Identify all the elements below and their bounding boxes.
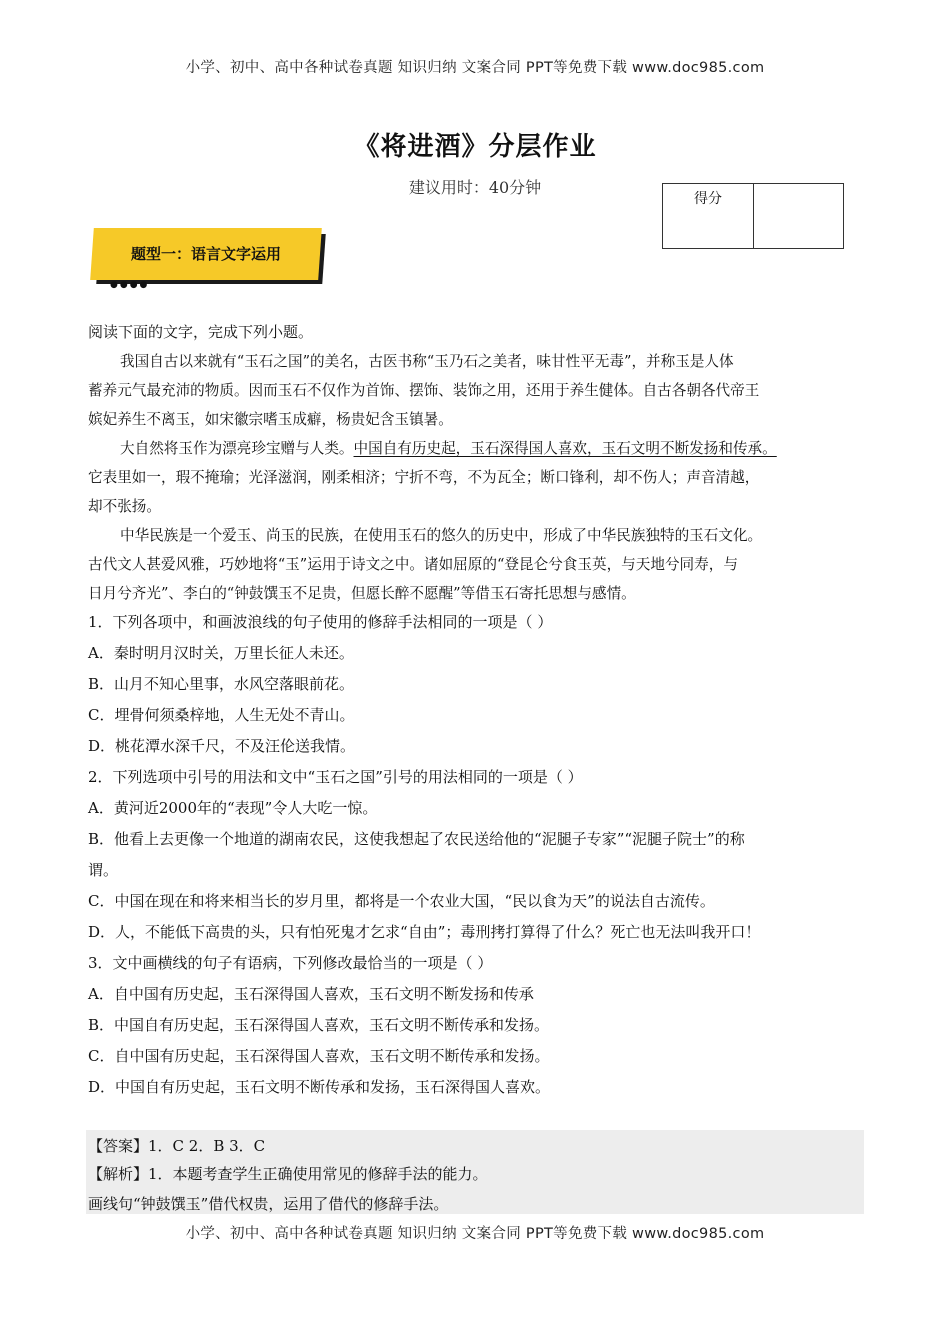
instruction: 阅读下面的文字，完成下列小题。 bbox=[88, 323, 314, 341]
suggested-time: 建议用时：40分钟 bbox=[408, 178, 542, 197]
question-stem: 3．文中画横线的句子有语病，下列修改最恰当的一项是（ ） bbox=[88, 954, 493, 972]
question-stem: 2．下列选项中引号的用法和文中“玉石之国”引号的用法相同的一项是（ ） bbox=[88, 768, 583, 786]
analysis-line: 画线句“钟鼓馔玉”借代权贵，运用了借代的修辞手法。 bbox=[88, 1195, 449, 1213]
question-option: B．山月不知心里事，水风空落眼前花。 bbox=[88, 675, 355, 693]
question-option: A．黄河近2000年的“表现”令人大吃一惊。 bbox=[88, 799, 378, 817]
passage-line: 中华民族是一个爱玉、尚玉的民族，在使用玉石的悠久的历史中，形成了中华民族独特的玉石文化。 bbox=[120, 527, 763, 544]
score-box bbox=[662, 183, 844, 249]
section-badge-label: 题型一：语言文字运用 bbox=[130, 245, 281, 263]
question-option: B．中国自有历史起，玉石深得国人喜欢，玉石文明不断传承和发扬。 bbox=[88, 1016, 550, 1034]
question-option: D．人，不能低下高贵的头，只有怕死鬼才乞求“自由”；毒刑拷打算得了什么？死亡也无法叫我开口！ bbox=[88, 923, 761, 941]
question-option: C．中国在现在和将来相当长的岁月里，都将是一个农业大国，“民以食为天”的说法自古流传。 bbox=[88, 892, 715, 910]
page-title: 《将进酒》分层作业 bbox=[353, 132, 597, 162]
passage-line: 蓄养元气最充沛的物质。因而玉石不仅作为首饰、摆饰、装饰之用，还用于养生健体。自古各朝各代帝王 bbox=[88, 382, 760, 399]
page-header: 小学、初中、高中各种试卷真题 知识归纳 文案合同 PPT等免费下载 www.doc985.com bbox=[185, 60, 765, 76]
question-option: A．自中国有历史起，玉石深得国人喜欢，玉石文明不断发扬和传承 bbox=[88, 985, 534, 1003]
analysis-line: 【解析】1．本题考查学生正确使用常见的修辞手法的能力。 bbox=[88, 1165, 488, 1183]
passage-line: 古代文人甚爱风雅，巧妙地将“玉”运用于诗文之中。诸如屈原的“登昆仑兮食玉英，与天地兮同寿，与 bbox=[88, 556, 738, 573]
passage-line: 日月兮齐光”、李白的“钟鼓馔玉不足贵，但愿长醉不愿醒”等借玉石寄托思想与感情。 bbox=[88, 585, 636, 602]
question-option: D．中国自有历史起，玉石文明不断传承和发扬，玉石深得国人喜欢。 bbox=[88, 1078, 551, 1096]
question-option: C．埋骨何须桑梓地，人生无处不青山。 bbox=[88, 706, 355, 724]
answer-key: 【答案】1．C 2．B 3．C bbox=[88, 1137, 266, 1155]
passage-line: 嫔妃养生不离玉，如宋徽宗嗜玉成癖，杨贵妃含玉镇暑。 bbox=[88, 411, 453, 428]
question-option: B．他看上去更像一个地道的湖南农民，这使我想起了农民送给他的“泥腿子专家”“泥腿子院士”的称 bbox=[88, 830, 745, 848]
question-option: 谓。 bbox=[88, 861, 119, 879]
page-footer: 小学、初中、高中各种试卷真题 知识归纳 文案合同 PPT等免费下载 www.doc985.com bbox=[185, 1226, 765, 1242]
section-badge bbox=[92, 228, 320, 290]
underlined-sentence: 中国自有历史起，玉石深得国人喜欢，玉石文明不断发扬和传承。 bbox=[353, 440, 777, 457]
passage-line bbox=[120, 437, 777, 458]
passage-line: 我国自古以来就有“玉石之国”的美名，古医书称“玉乃石之美者，味甘性平无毒”，并称玉是人体 bbox=[120, 353, 734, 370]
question-stem: 1．下列各项中，和画波浪线的句子使用的修辞手法相同的一项是（ ） bbox=[88, 613, 553, 631]
score-value-cell[interactable] bbox=[754, 184, 843, 248]
passage-line: 却不张扬。 bbox=[88, 498, 161, 515]
score-label: 得分 bbox=[663, 184, 754, 248]
question-option: C．自中国有历史起，玉石深得国人喜欢，玉石文明不断传承和发扬。 bbox=[88, 1047, 550, 1065]
question-option: A．秦时明月汉时关，万里长征人未还。 bbox=[88, 644, 354, 662]
badge-dots-decoration: ●●●● bbox=[110, 280, 150, 290]
passage-text: 大自然将玉作为漂亮珍宝赠与人类。 bbox=[120, 440, 354, 457]
question-option: D．桃花潭水深千尺，不及汪伦送我情。 bbox=[88, 737, 356, 755]
passage-line: 它表里如一，瑕不掩瑜；光泽滋润，刚柔相济；宁折不弯，不为瓦全；断口锋利，却不伤人；声音清越， bbox=[88, 469, 760, 486]
